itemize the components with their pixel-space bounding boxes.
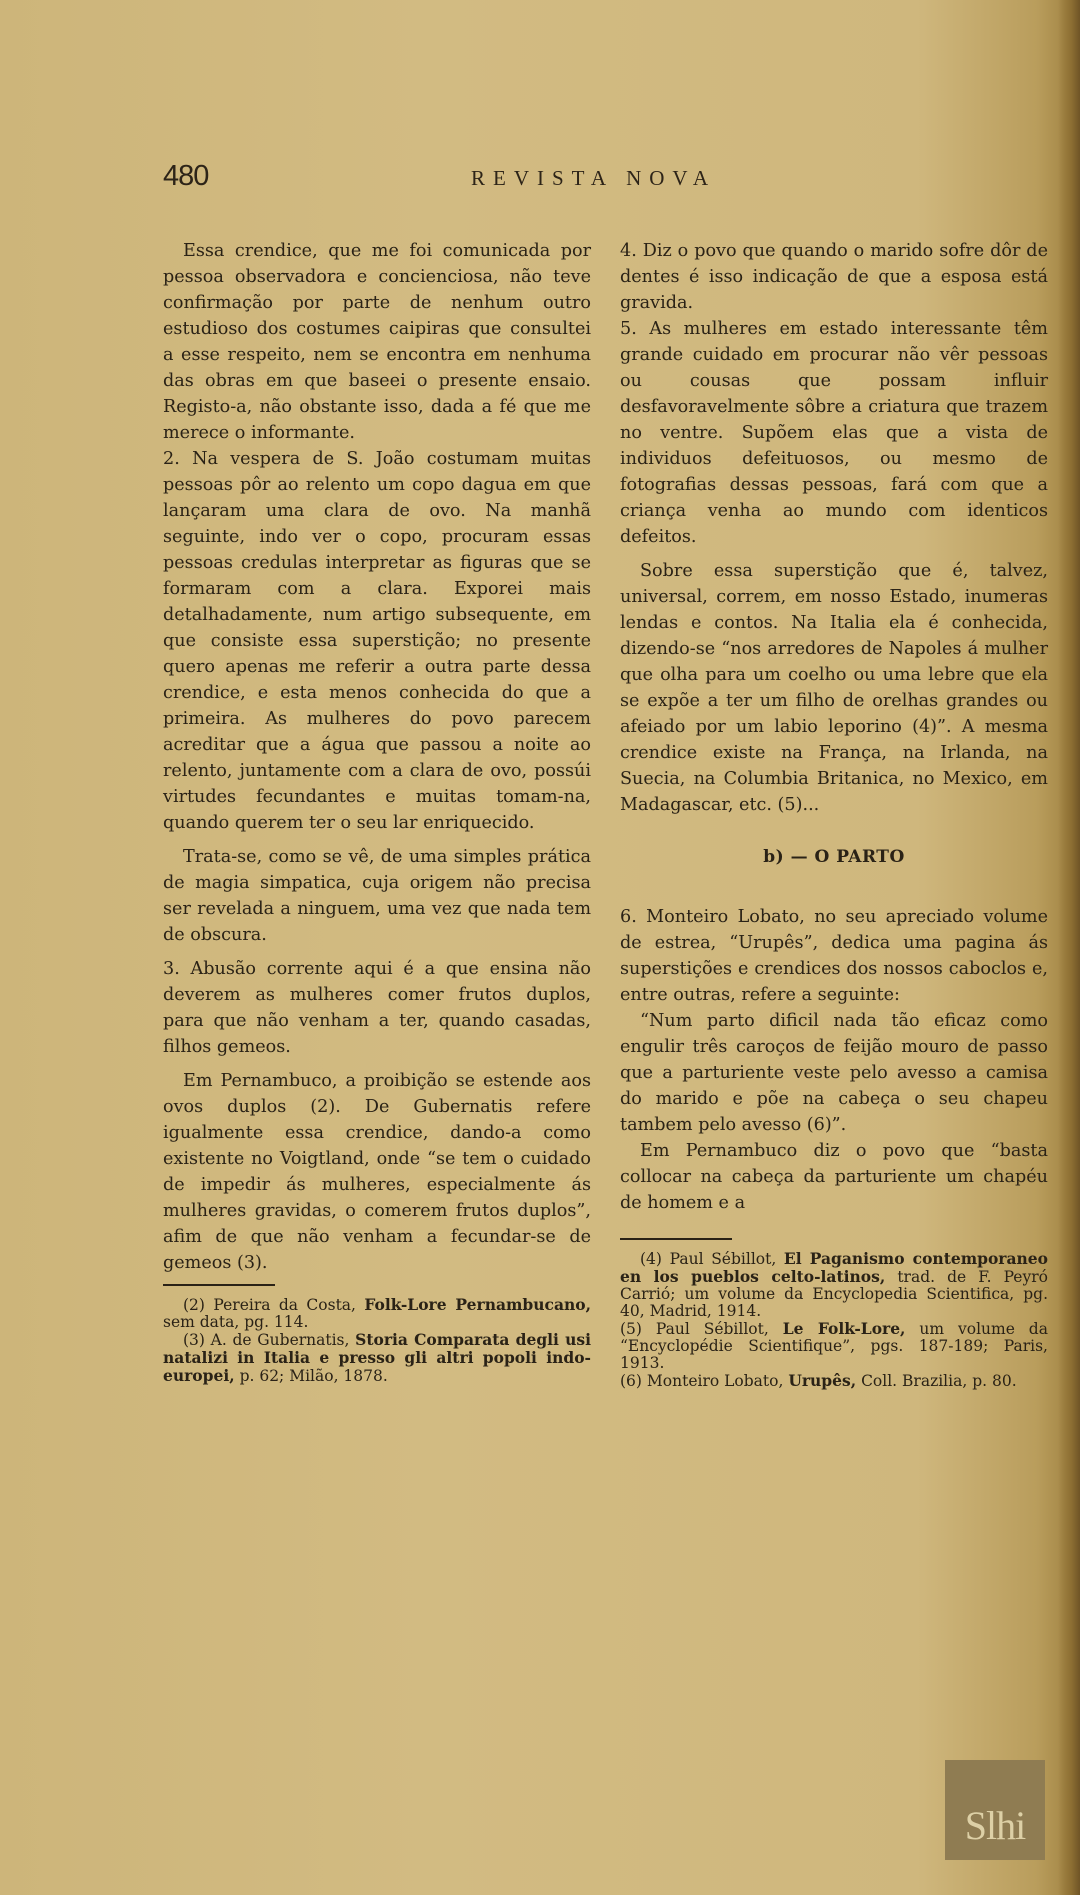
footnote-details: sem data, pg. 114. [163, 1313, 309, 1331]
left-column [163, 238, 591, 1385]
footnote-author: Pereira da Costa, [213, 1296, 356, 1314]
footnote-divider [620, 1238, 732, 1240]
paragraph-item-6: 6. Monteiro Lobato, no seu apreciado volume de estrea, “Urupês”, dedica uma pagina ás superstições e crendices dos nossos caboclos e, entre outras, refere a seguinte: [620, 907, 1048, 1005]
footnote-4 [620, 1250, 1048, 1320]
paragraph: Em Pernambuco, a proibição se estende aos ovos duplos (2). De Gubernatis refere igualmente essa crendice, dando-a como existente no Voigtland, onde “se tem o cuidado de impedir ás mulheres, especialmente ás mulheres gravidas, o comerem frutos duplos”, afim de que não venham a fecundar-se de gemeos (3). [163, 1071, 591, 1273]
page-header [163, 160, 1043, 200]
footnote-author: Monteiro Lobato, [646, 1372, 784, 1390]
footnote-marker: (6) [620, 1372, 642, 1390]
paragraph: Em Pernambuco diz o povo que “basta collocar na cabeça da parturiente um chapéu de homem e a [620, 1141, 1048, 1213]
footnote-details: trad. de F. Peyró Carrió; um volume da Encyclopedia Scientifica, pg. 40, Madrid, 1914. [620, 1268, 1048, 1320]
quotation: “Num parto dificil nada tão eficaz como engulir três caroços de feijão mouro de passo que a parturiente veste pelo avesso a camisa do marido e põe na cabeça o seu chapeu tambem pelo avesso (6)”. [620, 1011, 1048, 1135]
footnote-marker: (2) [183, 1296, 205, 1314]
footnote-author: A. de Gubernatis, [210, 1331, 350, 1349]
library-watermark-logo [945, 1760, 1045, 1860]
paragraph-item-4: 4. Diz o povo que quando o marido sofre dôr de dentes é isso indicação de que a esposa está gravida. [620, 241, 1048, 313]
footnote-details: Coll. Brazilia, p. 80. [861, 1372, 1017, 1390]
watermark-text: Slhi [964, 1803, 1026, 1848]
footnote-details: um volume da “Encyclopédie Scientifique”, pgs. 187-189; Paris, 1913. [620, 1320, 1048, 1372]
footnote-2 [163, 1296, 591, 1331]
footnote-details: p. 62; Milão, 1878. [239, 1367, 388, 1385]
footnote-title: Storia Comparata degli usi natalizi in Italia e presso gli altri popoli indo-europei, [163, 1330, 591, 1385]
paragraph-item-5: 5. As mulheres em estado interessante têm grande cuidado em procurar não vêr pessoas ou cousas que possam influir desfavoravelmente sôbre a criatura que trazem no ventre. Supõem elas que a vista de individuos defeituosos, ou mesmo de fotografias dessas pessoas, fará com que a criança venha ao mundo com identicos defeitos. [620, 319, 1048, 547]
footnote-author: Paul Sébillot, [669, 1250, 777, 1268]
footnote-title: Folk-Lore Pernambucano, [364, 1295, 592, 1314]
footnote-author: Paul Sébillot, [655, 1320, 769, 1338]
paragraph: Trata-se, como se vê, de uma simples prática de magia simpatica, cuja origem não precisa ser revelada a ninguem, uma vez que nada tem de obscura. [163, 847, 591, 945]
paragraph-item-3: 3. Abusão corrente aqui é a que ensina não deverem as mulheres comer frutos duplos, para que não venham a ter, quando casadas, filhos gemeos. [163, 959, 591, 1057]
footnote-marker: (5) [620, 1320, 642, 1338]
footnote-title: El Paganismo contemporaneo en los pueblos celto-latinos, [620, 1249, 1048, 1286]
footnote-marker: (4) [640, 1250, 662, 1268]
page-number: 480 [163, 160, 209, 192]
paragraph: Sobre essa superstição que é, talvez, universal, correm, em nosso Estado, inumeras lendas e contos. Na Italia ela é conhecida, dizendo-se “nos arredores de Napoles á mulher que olha para um coelho ou uma lebre que ela se expõe a ter um filho de orelhas grandes ou afeiado por um labio leporino (4)”. A mesma crendice existe na França, na Irlanda, na Suecia, na Columbia Britanica, no Mexico, em Madagascar, etc. (5)... [620, 561, 1048, 815]
footnote-5 [620, 1320, 1048, 1372]
right-column [620, 238, 1048, 1390]
footnote-marker: (3) [183, 1331, 205, 1349]
footnote-divider [163, 1284, 275, 1286]
footnote-3 [163, 1331, 591, 1385]
footnote-title: Le Folk-Lore, [782, 1319, 906, 1338]
running-title: REVISTA NOVA [471, 166, 717, 190]
paragraph: Essa crendice, que me foi comunicada por pessoa observadora e concienciosa, não teve confirmação por parte de nenhum outro estudioso dos costumes caipiras que consultei a esse respeito, nem se encontra em nenhuma das obras em que baseei o presente ensaio. Registo-a, não obstante isso, dada a fé que me merece o informante. [163, 241, 591, 443]
footnote-6 [620, 1372, 1048, 1390]
footnote-title: Urupês, [788, 1371, 857, 1390]
section-heading: b) — O PARTO [763, 847, 905, 867]
paragraph-item-2: 2. Na vespera de S. João costumam muitas pessoas pôr ao relento um copo dagua em que lançaram uma clara de ovo. Na manhã seguinte, indo ver o copo, procuram essas pessoas credulas interpretar as figuras que se formaram com a clara. Exporei mais detalhadamente, num artigo subsequente, em que consiste essa superstição; no presente quero apenas me referir a outra parte dessa crendice, e esta menos conhecida do que a primeira. As mulheres do povo parecem acreditar que a água que passou a noite ao relento, juntamente com a clara de ovo, possúi virtudes fecundantes e muitas tomam-na, quando querem ter o seu lar enriquecido. [163, 449, 591, 833]
page-edge-shadow [1058, 0, 1080, 1895]
